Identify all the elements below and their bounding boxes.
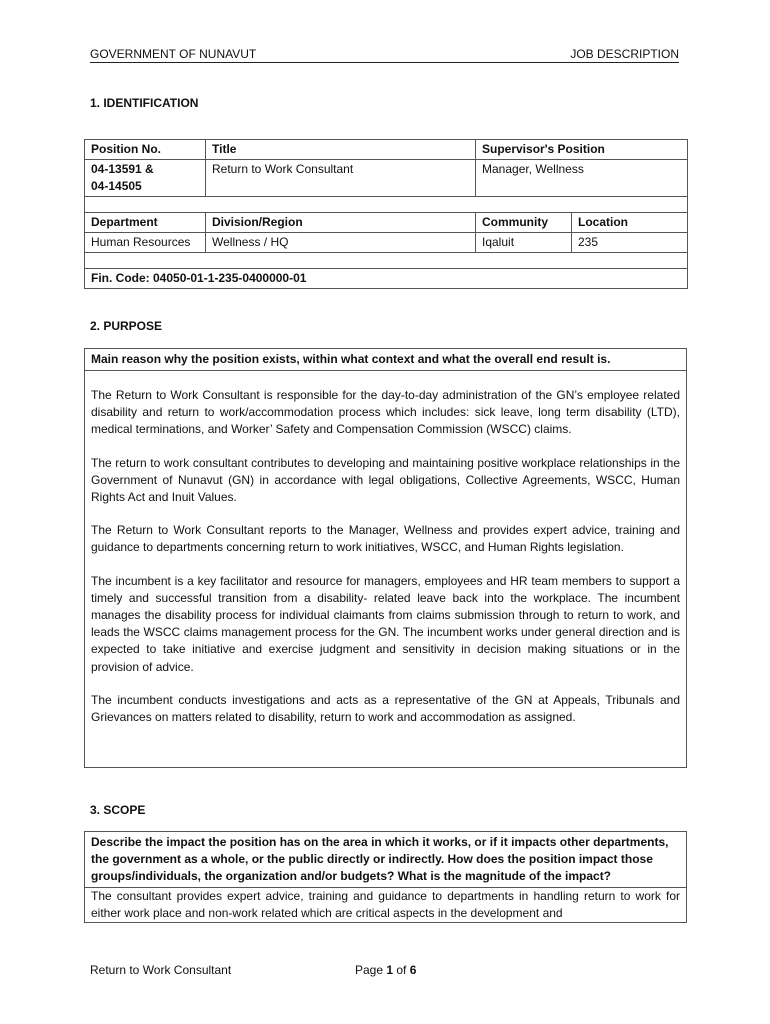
page-total: 6 — [409, 963, 417, 977]
scope-box — [84, 831, 687, 923]
division-value: Wellness / HQ — [206, 233, 476, 253]
purpose-paragraph: The Return to Work Consultant reports to the Manager, Wellness and provides expert advice, training and guidance to departments concerning return to work initiatives, WSCC, and Human Rights legislation. — [91, 523, 680, 555]
header-document-type: JOB DESCRIPTION — [570, 47, 679, 61]
scope-text: The consultant provides expert advice, training and guidance to departments in handling return to work for either work place and non-work related which are critical aspects in the development and — [91, 889, 680, 920]
identification-heading: 1. IDENTIFICATION — [90, 96, 199, 110]
purpose-paragraph: The return to work consultant contributes to developing and maintaining positive workplace relationships in the Government of Nunavut (GN) in accordance with legal obligations, Collective Agreements, WSCC, Human Rights Act and Inuit Values. — [91, 455, 680, 505]
page-number — [355, 963, 416, 977]
scope-heading: 3. SCOPE — [90, 803, 146, 817]
purpose-paragraph: The incumbent is a key facilitator and resource for managers, employees and HR team members to support a timely and successful transition from a disability- related leave back into the workplace. The incumbent manages the disability process for individual claimants from claims submission through to return to work, and leads the WSCC claims management process for the GN. The incumbent works under general direction and is expected to take initiative and exercise judgment and sensitivity in decision making situations or in the provision of advice. — [91, 573, 680, 674]
division-label: Division/Region — [206, 213, 476, 233]
position-no-value — [85, 160, 206, 197]
purpose-paragraph: The Return to Work Consultant is responsible for the day-to-day administration of the GN’s employee related disability and return to work/accommodation process which includes: sick leave, long term disability (LTD), medical terminations, and Worker’ Safety and Compensation Commission (WSCC) claims. — [91, 388, 680, 437]
footer-title: Return to Work Consultant — [90, 963, 232, 977]
purpose-heading: 2. PURPOSE — [90, 319, 163, 333]
page-prefix: Page — [355, 963, 387, 977]
department-value: Human Resources — [85, 233, 206, 253]
scope-question: Describe the impact the position has on the area in which it works, or if it impacts other departments, the government as a whole, or the public directly or indirectly. How does the position impact those groups/individuals, the organization and/or budgets? What is the magnitude of the impact? — [85, 832, 686, 888]
community-value: Iqaluit — [476, 233, 572, 253]
page-of: of — [393, 963, 410, 977]
page-header — [90, 47, 679, 63]
purpose-body — [85, 371, 686, 736]
identification-table — [84, 139, 688, 289]
title-label: Title — [206, 140, 476, 160]
purpose-paragraph: The incumbent conducts investigations and acts as a representative of the GN at Appeals, Tribunals and Grievances on matters related to disability, return to work and accommodation as assigned. — [91, 692, 680, 725]
location-label: Location — [572, 213, 688, 233]
position-no-1: 04-13591 & — [91, 162, 154, 176]
header-organization: GOVERNMENT OF NUNAVUT — [90, 47, 257, 61]
fin-code: Fin. Code: 04050-01-1-235-0400000-01 — [85, 269, 688, 289]
spacer-row — [85, 253, 688, 269]
community-label: Community — [476, 213, 572, 233]
supervisor-value: Manager, Wellness — [476, 160, 688, 197]
position-no-label: Position No. — [85, 140, 206, 160]
purpose-box — [84, 348, 687, 768]
department-label: Department — [85, 213, 206, 233]
page-current: 1 — [386, 963, 394, 977]
location-value: 235 — [572, 233, 688, 253]
purpose-question: Main reason why the position exists, within what context and what the overall end result is. — [85, 349, 686, 371]
supervisor-label: Supervisor's Position — [476, 140, 688, 160]
position-no-2: 04-14505 — [91, 179, 142, 193]
spacer-row — [85, 197, 688, 213]
title-value: Return to Work Consultant — [206, 160, 476, 197]
